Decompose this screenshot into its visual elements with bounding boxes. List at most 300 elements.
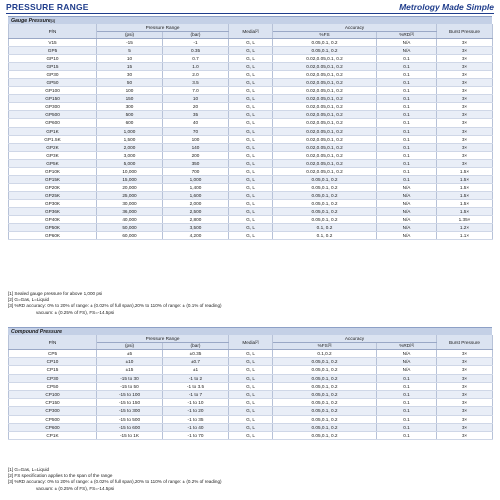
cell-rd: 0.1 — [377, 167, 437, 175]
cell-burst: 3× — [437, 431, 493, 439]
cell-burst: 3× — [437, 374, 493, 382]
cell-bar: 4,200 — [163, 232, 229, 240]
table-row — [9, 103, 493, 111]
cell-pn: V15 — [9, 39, 97, 47]
cell-psi: 50 — [97, 79, 163, 87]
cell-rd: 0.1 — [377, 55, 437, 63]
table-row — [9, 382, 493, 390]
cell-burst: 3× — [437, 111, 493, 119]
cell-rd: 0.1 — [377, 399, 437, 407]
cell-fs: 0.02,0.05,0.1, 0.2 — [273, 103, 377, 111]
cell-bar: 2,500 — [163, 207, 229, 215]
cell-pn: GP500 — [9, 111, 97, 119]
cell-bar: 2,000 — [163, 199, 229, 207]
cell-media: G, L — [229, 119, 273, 127]
cell-burst: 1.5× — [437, 167, 493, 175]
table-row — [9, 423, 493, 431]
cell-bar: 100 — [163, 135, 229, 143]
cell-psi: 25,000 — [97, 191, 163, 199]
cell-bar: 3,500 — [163, 224, 229, 232]
cell-rd: 0.1 — [377, 431, 437, 439]
cell-pn: GP30 — [9, 71, 97, 79]
col-pn: P/N — [9, 335, 97, 350]
cell-bar: -1 to 20 — [163, 407, 229, 415]
cell-psi: 300 — [97, 103, 163, 111]
cell-pn: CP5 — [9, 350, 97, 358]
col-rd-note: [4] — [410, 343, 414, 348]
cell-pn: CP600 — [9, 423, 97, 431]
cell-psi: 5 — [97, 47, 163, 55]
col-rd — [377, 342, 437, 350]
cell-media: G, L — [229, 63, 273, 71]
cell-burst: 3× — [437, 366, 493, 374]
cell-burst: 3× — [437, 39, 493, 47]
cell-pn: GP3K — [9, 151, 97, 159]
cell-bar: 35 — [163, 111, 229, 119]
cell-media: G, L — [229, 71, 273, 79]
cell-fs: 0.05,0.1, 0.2 — [273, 183, 377, 191]
table-row — [9, 159, 493, 167]
cell-psi: ±10 — [97, 358, 163, 366]
table-row — [9, 407, 493, 415]
cell-fs: 0.02,0.05,0.1, 0.2 — [273, 87, 377, 95]
table-row — [9, 143, 493, 151]
section-heading: PRESSURE RANGE — [6, 2, 89, 12]
cell-rd: N/A — [377, 207, 437, 215]
cell-fs: 0.05,0.1, 0.2 — [273, 382, 377, 390]
table-row — [9, 55, 493, 63]
cell-rd: 0.1 — [377, 95, 437, 103]
cell-fs: 0.02,0.05,0.1, 0.2 — [273, 119, 377, 127]
cell-psi: -15 to 30 — [97, 374, 163, 382]
cell-rd: 0.1 — [377, 127, 437, 135]
cell-burst: 1.5× — [437, 175, 493, 183]
compound-pressure-table — [8, 335, 493, 440]
cell-fs: 0.02,0.05,0.1, 0.2 — [273, 79, 377, 87]
cell-media: G, L — [229, 358, 273, 366]
cell-burst: 3× — [437, 71, 493, 79]
cell-psi: 2,000 — [97, 143, 163, 151]
table-row — [9, 167, 493, 175]
table-row — [9, 207, 493, 215]
cell-fs: 0.02,0.05,0.1, 0.2 — [273, 135, 377, 143]
cell-media: G, L — [229, 127, 273, 135]
cell-pn: GP40K — [9, 216, 97, 224]
cell-bar: -1 to 2 — [163, 374, 229, 382]
cell-bar: -1 to 35 — [163, 415, 229, 423]
cell-media: G, L — [229, 167, 273, 175]
cell-rd: N/A — [377, 216, 437, 224]
cell-bar: 70 — [163, 127, 229, 135]
cell-pn: CP15 — [9, 366, 97, 374]
cell-burst: 3× — [437, 358, 493, 366]
cell-pn: GP10 — [9, 55, 97, 63]
col-media-label: Media — [242, 339, 256, 345]
cell-media: G, L — [229, 135, 273, 143]
table-row — [9, 87, 493, 95]
table-row — [9, 191, 493, 199]
cell-bar: ±0.7 — [163, 358, 229, 366]
col-psi: (psi) — [97, 342, 163, 350]
cell-rd: 0.1 — [377, 103, 437, 111]
cell-pn: GP300 — [9, 103, 97, 111]
cell-burst: 3× — [437, 415, 493, 423]
cell-bar: -1 to 40 — [163, 423, 229, 431]
cell-psi: -15 — [97, 39, 163, 47]
header-divider — [6, 13, 494, 14]
cell-rd: N/A — [377, 191, 437, 199]
cell-rd: 0.1 — [377, 175, 437, 183]
col-psi: (psi) — [97, 31, 163, 39]
table-row — [9, 232, 493, 240]
cell-pn: GP25K — [9, 191, 97, 199]
cell-media: G, L — [229, 159, 273, 167]
cell-psi: -15 to 300 — [97, 407, 163, 415]
cell-psi: 10,000 — [97, 167, 163, 175]
cell-rd: N/A — [377, 39, 437, 47]
cell-burst: 3× — [437, 119, 493, 127]
cell-psi: 30,000 — [97, 199, 163, 207]
cell-media: G, L — [229, 232, 273, 240]
table-row — [9, 415, 493, 423]
table-row — [9, 183, 493, 191]
cell-burst: 3× — [437, 159, 493, 167]
cell-bar: 2,800 — [163, 216, 229, 224]
cell-bar: 40 — [163, 119, 229, 127]
cell-rd: 0.1 — [377, 159, 437, 167]
cell-pn: CP500 — [9, 415, 97, 423]
cell-media: G, L — [229, 47, 273, 55]
cell-pn: CP50 — [9, 382, 97, 390]
cell-media: G, L — [229, 199, 273, 207]
cell-bar: -1 to 3.5 — [163, 382, 229, 390]
cell-pn: GP150 — [9, 95, 97, 103]
table-row — [9, 111, 493, 119]
cell-fs: 0.05,0.1, 0.2 — [273, 207, 377, 215]
cell-bar: 20 — [163, 103, 229, 111]
cell-psi: 150 — [97, 95, 163, 103]
cell-burst: 1.2× — [437, 224, 493, 232]
col-fs-note: [3] — [327, 343, 332, 348]
cell-burst: 3× — [437, 350, 493, 358]
col-media-note: [2] — [255, 339, 259, 344]
cell-psi: -15 to 600 — [97, 423, 163, 431]
cell-rd: N/A — [377, 183, 437, 191]
cell-media: G, L — [229, 183, 273, 191]
table-row — [9, 399, 493, 407]
cell-burst: 3× — [437, 63, 493, 71]
table-row — [9, 71, 493, 79]
cell-burst: 3× — [437, 423, 493, 431]
col-rd — [377, 31, 437, 39]
gauge-title-note: [1] — [50, 19, 56, 23]
cell-psi: -15 to 500 — [97, 415, 163, 423]
compound-notes — [8, 467, 492, 492]
compound-table-body — [9, 350, 493, 440]
cell-bar: -1 to 70 — [163, 431, 229, 439]
cell-bar: 350 — [163, 159, 229, 167]
cell-media: G, L — [229, 87, 273, 95]
col-rd-label: %RD — [399, 343, 411, 349]
cell-rd: N/A — [377, 199, 437, 207]
cell-fs: 0.02,0.05,0.1, 0.2 — [273, 95, 377, 103]
cell-burst: 3× — [437, 127, 493, 135]
table-row — [9, 366, 493, 374]
cell-media: G, L — [229, 207, 273, 215]
cell-rd: 0.1 — [377, 111, 437, 119]
cell-bar: 0.7 — [163, 55, 229, 63]
cell-psi: 40,000 — [97, 216, 163, 224]
cell-bar: -1 — [163, 39, 229, 47]
cell-psi: 1,000 — [97, 127, 163, 135]
cell-psi: -15 to 50 — [97, 382, 163, 390]
table-row — [9, 39, 493, 47]
cell-fs: 0.02,0.05,0.1, 0.2 — [273, 71, 377, 79]
cell-burst: 3× — [437, 55, 493, 63]
cell-rd: 0.1 — [377, 415, 437, 423]
compound-note: [3] %RD accuracy: 0% to 20% of range: ± (0.02% of full span),20% to 110% of range: ± (0.2% of reading) — [8, 479, 222, 485]
cell-bar: 1,000 — [163, 175, 229, 183]
cell-pn: GP600 — [9, 119, 97, 127]
cell-media: G, L — [229, 423, 273, 431]
cell-fs: 0.05,0.1, 0.2 — [273, 175, 377, 183]
col-fs — [273, 342, 377, 350]
table-row — [9, 199, 493, 207]
cell-burst: 3× — [437, 103, 493, 111]
cell-rd: 0.1 — [377, 374, 437, 382]
cell-pn: GP20K — [9, 183, 97, 191]
cell-media: G, L — [229, 431, 273, 439]
table-row — [9, 135, 493, 143]
table-row — [9, 175, 493, 183]
cell-fs: 0.05,0.1, 0.2 — [273, 358, 377, 366]
cell-bar: ±0.35 — [163, 350, 229, 358]
cell-burst: 1.5× — [437, 183, 493, 191]
cell-pn: CP100 — [9, 390, 97, 398]
cell-fs: 0.1,0.2 — [273, 350, 377, 358]
cell-media: G, L — [229, 390, 273, 398]
table-row — [9, 95, 493, 103]
cell-psi: 50,000 — [97, 224, 163, 232]
cell-fs: 0.1, 0.2 — [273, 224, 377, 232]
cell-fs: 0.02,0.05,0.1, 0.2 — [273, 167, 377, 175]
cell-psi: 100 — [97, 87, 163, 95]
cell-pn: GP10K — [9, 167, 97, 175]
col-media-label: Media — [242, 28, 256, 34]
cell-psi: ±15 — [97, 366, 163, 374]
table-row — [9, 374, 493, 382]
cell-fs: 0.05,0.1, 0.2 — [273, 431, 377, 439]
col-pressure-range: Pressure Range — [97, 335, 229, 342]
cell-pn: GP36K — [9, 207, 97, 215]
cell-burst: 1.5× — [437, 191, 493, 199]
table-row — [9, 79, 493, 87]
cell-fs: 0.05,0.1, 0.2 — [273, 47, 377, 55]
col-accuracy: Accuracy — [273, 335, 437, 342]
cell-rd: 0.1 — [377, 143, 437, 151]
col-bar: (bar) — [163, 31, 229, 39]
table-row — [9, 47, 493, 55]
table-row — [9, 390, 493, 398]
cell-pn: GP50 — [9, 79, 97, 87]
cell-psi: 36,000 — [97, 207, 163, 215]
cell-rd: 0.1 — [377, 151, 437, 159]
cell-pn: GP1K — [9, 127, 97, 135]
cell-bar: 7.0 — [163, 87, 229, 95]
col-fs-label: %FS — [317, 343, 328, 349]
col-burst: Burst Pressure — [437, 24, 493, 39]
gauge-note: [2] G=Gas, L=Liquid — [8, 297, 50, 303]
tagline: Metrology Made Simple — [399, 2, 494, 12]
cell-fs: 0.05,0.1, 0.2 — [273, 423, 377, 431]
cell-psi: ±5 — [97, 350, 163, 358]
cell-rd: 0.1 — [377, 390, 437, 398]
cell-bar: ±1 — [163, 366, 229, 374]
col-accuracy: Accuracy — [273, 24, 437, 31]
cell-media: G, L — [229, 143, 273, 151]
cell-bar: 10 — [163, 95, 229, 103]
gauge-notes — [8, 291, 492, 316]
cell-psi: 20,000 — [97, 183, 163, 191]
cell-rd: 0.1 — [377, 423, 437, 431]
cell-fs: 0.05,0.1, 0.2 — [273, 199, 377, 207]
cell-fs: 0.1, 0.2 — [273, 232, 377, 240]
cell-fs: 0.05,0.1, 0.2 — [273, 407, 377, 415]
cell-fs: 0.05,0.1, 0.2 — [273, 374, 377, 382]
cell-pn: GP15K — [9, 175, 97, 183]
cell-pn: GP5 — [9, 47, 97, 55]
cell-media: G, L — [229, 350, 273, 358]
gauge-note: [1] Sealed gauge pressure for above 1,000 psi — [8, 291, 103, 296]
cell-fs: 0.05,0.1, 0.2 — [273, 390, 377, 398]
cell-bar: 1.0 — [163, 63, 229, 71]
cell-media: G, L — [229, 103, 273, 111]
cell-media: G, L — [229, 216, 273, 224]
cell-burst: 3× — [437, 135, 493, 143]
cell-media: G, L — [229, 382, 273, 390]
cell-rd: N/A — [377, 358, 437, 366]
table-row — [9, 127, 493, 135]
cell-rd: 0.1 — [377, 119, 437, 127]
cell-media: G, L — [229, 366, 273, 374]
table-row — [9, 224, 493, 232]
cell-pn: GP50K — [9, 224, 97, 232]
cell-psi: 60,000 — [97, 232, 163, 240]
cell-burst: 3× — [437, 407, 493, 415]
cell-burst: 3× — [437, 382, 493, 390]
cell-psi: 1,500 — [97, 135, 163, 143]
compound-note: [2] FS specification applies to the span of the range — [8, 473, 113, 479]
cell-burst: 3× — [437, 390, 493, 398]
cell-media: G, L — [229, 79, 273, 87]
cell-bar: -1 to 7 — [163, 390, 229, 398]
cell-pn: GP60K — [9, 232, 97, 240]
cell-fs: 0.02,0.05,0.1, 0.2 — [273, 151, 377, 159]
cell-burst: 1.35× — [437, 216, 493, 224]
cell-psi: -15 to 150 — [97, 399, 163, 407]
cell-rd: 0.1 — [377, 71, 437, 79]
cell-rd: N/A — [377, 350, 437, 358]
col-media — [229, 335, 273, 350]
table-row — [9, 63, 493, 71]
cell-fs: 0.05,0.1, 0.2 — [273, 191, 377, 199]
cell-burst: 3× — [437, 47, 493, 55]
gauge-note: vacuum: ± (0.25% of FS), FS=-14.5psi — [36, 309, 115, 315]
cell-rd: 0.1 — [377, 63, 437, 71]
col-media-note: [2] — [255, 28, 259, 33]
col-burst: Burst Pressure — [437, 335, 493, 350]
cell-rd: N/A — [377, 224, 437, 232]
cell-media: G, L — [229, 55, 273, 63]
gauge-title-text: Gauge Pressure — [11, 18, 51, 24]
cell-rd: N/A — [377, 47, 437, 55]
cell-media: G, L — [229, 39, 273, 47]
cell-media: G, L — [229, 95, 273, 103]
cell-fs: 0.05,0.1, 0.2 — [273, 399, 377, 407]
cell-psi: 500 — [97, 111, 163, 119]
cell-media: G, L — [229, 415, 273, 423]
table-row — [9, 216, 493, 224]
cell-burst: 3× — [437, 151, 493, 159]
gauge-pressure-table — [8, 24, 493, 240]
col-rd-label: %RD — [399, 32, 411, 38]
cell-burst: 3× — [437, 79, 493, 87]
cell-psi: 3,000 — [97, 151, 163, 159]
table-row — [9, 151, 493, 159]
cell-rd: 0.1 — [377, 87, 437, 95]
gauge-section-title — [8, 16, 492, 24]
cell-media: G, L — [229, 374, 273, 382]
cell-media: G, L — [229, 111, 273, 119]
col-rd-note: [3] — [410, 32, 414, 37]
cell-burst: 3× — [437, 95, 493, 103]
cell-pn: GP100 — [9, 87, 97, 95]
cell-pn: GP5K — [9, 159, 97, 167]
cell-bar: 0.35 — [163, 47, 229, 55]
gauge-note: [3] %RD accuracy: 0% to 20% of range: ± (0.02% of full span),20% to 110% of range: ± (0.1% of reading) — [8, 303, 222, 309]
cell-burst: 3× — [437, 87, 493, 95]
cell-pn: CP150 — [9, 399, 97, 407]
cell-media: G, L — [229, 224, 273, 232]
cell-fs: 0.05,0.1, 0.2 — [273, 216, 377, 224]
cell-pn: CP10 — [9, 358, 97, 366]
cell-pn: CP30 — [9, 374, 97, 382]
table-row — [9, 358, 493, 366]
cell-burst: 3× — [437, 399, 493, 407]
table-row — [9, 350, 493, 358]
cell-bar: 3.5 — [163, 79, 229, 87]
cell-bar: 200 — [163, 151, 229, 159]
compound-title-text: Compound Pressure — [11, 329, 63, 335]
col-media — [229, 24, 273, 39]
cell-psi: 30 — [97, 71, 163, 79]
col-pn: P/N — [9, 24, 97, 39]
cell-psi: 600 — [97, 119, 163, 127]
cell-pn: CP300 — [9, 407, 97, 415]
cell-fs: 0.02,0.05,0.1, 0.2 — [273, 55, 377, 63]
cell-bar: 1,400 — [163, 183, 229, 191]
cell-pn: GP2K — [9, 143, 97, 151]
cell-media: G, L — [229, 399, 273, 407]
cell-pn: GP15 — [9, 63, 97, 71]
cell-fs: 0.02,0.05,0.1, 0.2 — [273, 111, 377, 119]
compound-note: [1] G=Gas, L=Liquid — [8, 467, 50, 472]
cell-burst: 1.5× — [437, 207, 493, 215]
cell-psi: -15 to 1K — [97, 431, 163, 439]
cell-fs: 0.02,0.05,0.1, 0.2 — [273, 127, 377, 135]
cell-psi: 10 — [97, 55, 163, 63]
cell-rd: 0.1 — [377, 135, 437, 143]
